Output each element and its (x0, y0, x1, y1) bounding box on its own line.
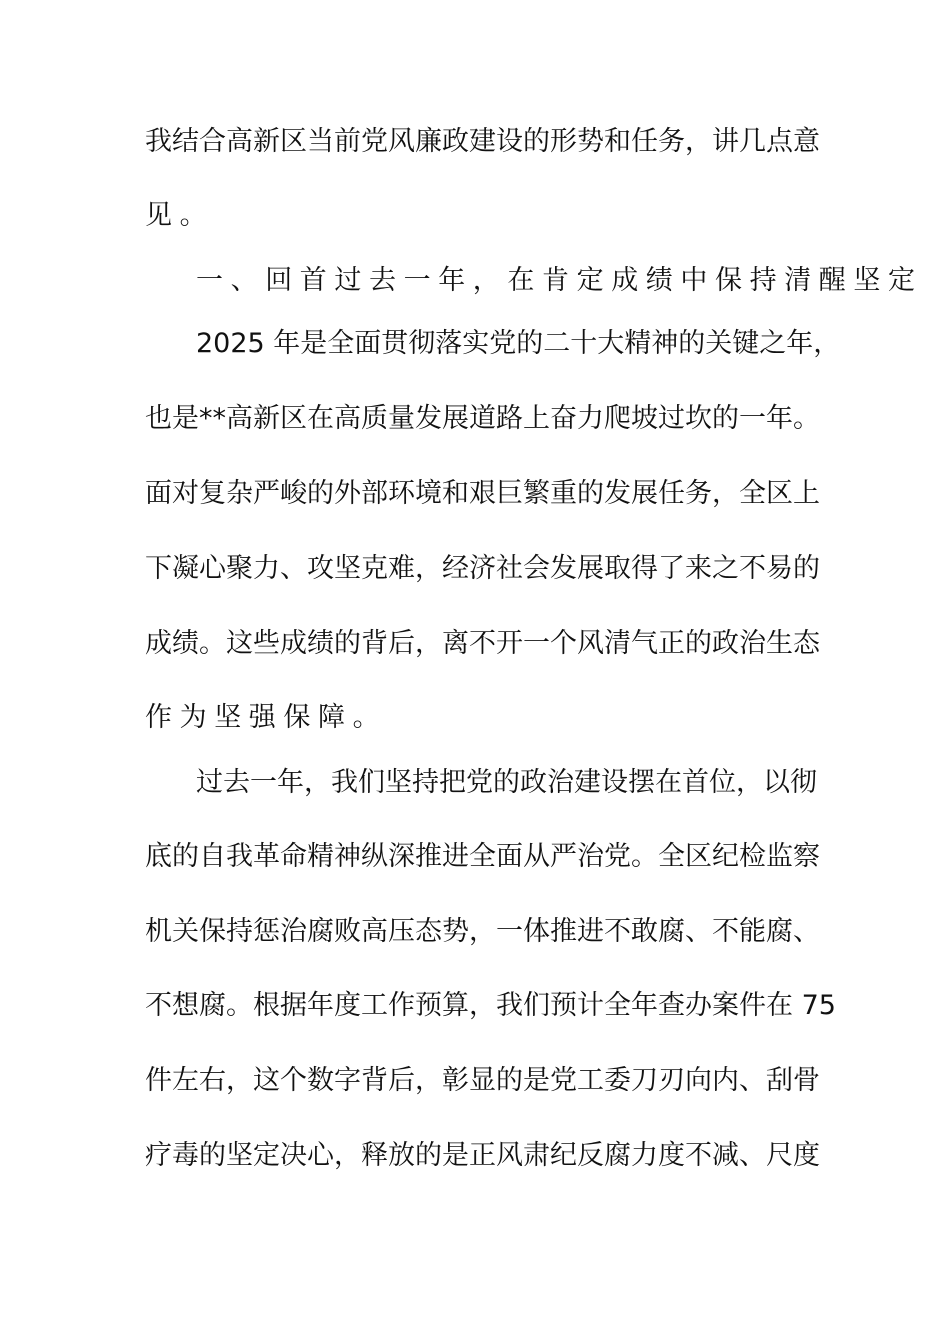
paragraph-line: 下凝心聚力、攻坚克难，经济社会发展取得了来之不易的 (145, 553, 820, 584)
paragraph-line: 机关保持惩治腐败高压态势，一体推进不敢腐、不能腐、 (145, 916, 820, 947)
paragraph-line: 我结合高新区当前党风廉政建设的形势和任务，讲几点意 (145, 126, 820, 157)
paragraph-line: 也是**高新区在高质量发展道路上奋力爬坡过坎的一年。 (145, 403, 820, 434)
paragraph-line: 作为坚强保障。 (145, 702, 388, 733)
paragraph-line: 过去一年，我们坚持把党的政治建设摆在首位，以彻 (196, 767, 817, 798)
paragraph-line: 件左右，这个数字背后，彰显的是党工委刀刃向内、刮骨 (145, 1065, 820, 1096)
paragraph-line: 疗毒的坚定决心，释放的是正风肃纪反腐力度不减、尺度 (145, 1140, 820, 1171)
paragraph-line: 见。 (145, 200, 215, 231)
paragraph-line: 2025 年是全面贯彻落实党的二十大精神的关键之年， (196, 328, 841, 359)
section-heading: 一、回首过去一年，在肯定成绩中保持清醒坚定 (196, 265, 923, 296)
paragraph-line: 底的自我革命精神纵深推进全面从严治党。全区纪检监察 (145, 841, 820, 872)
paragraph-line: 成绩。这些成绩的背后，离不开一个风清气正的政治生态 (145, 628, 820, 659)
paragraph-line: 不想腐。根据年度工作预算，我们预计全年查办案件在 75 (145, 990, 836, 1021)
paragraph-line: 面对复杂严峻的外部环境和艰巨繁重的发展任务，全区上 (145, 478, 820, 509)
